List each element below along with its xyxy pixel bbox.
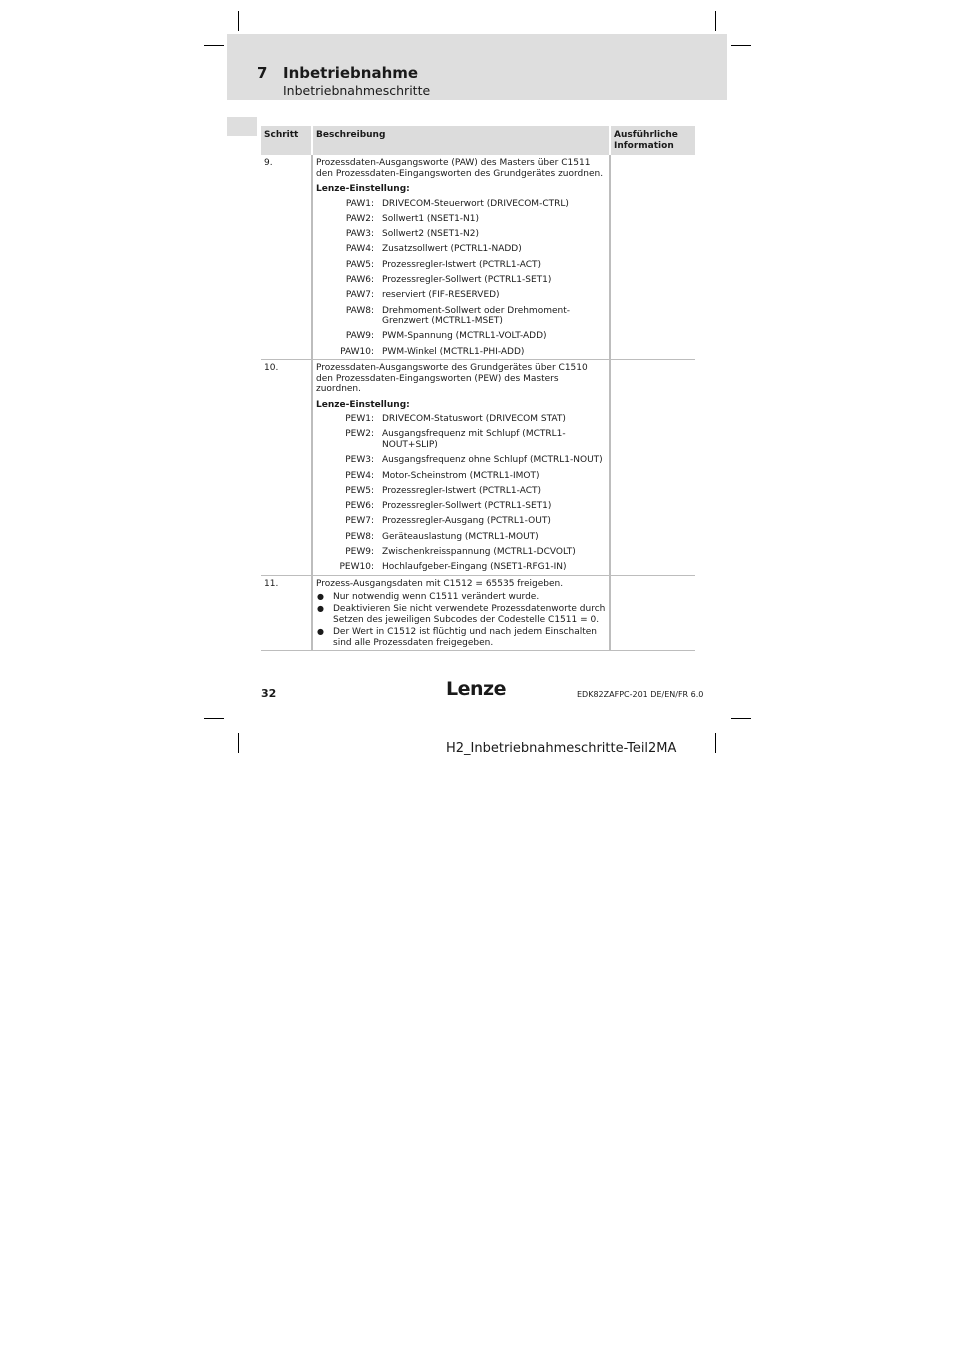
- assignment-value: Motor-Scheinstrom (MCTRL1-IMOT): [382, 470, 540, 481]
- column-header-description: Beschreibung: [312, 126, 610, 155]
- assignment-value: reserviert (FIF-RESERVED): [382, 290, 500, 301]
- table-header-row: [261, 126, 695, 155]
- assignment-code: PEW2:: [345, 429, 374, 440]
- assignment-row: [316, 199, 606, 210]
- assignment-row: [316, 455, 606, 466]
- page-number: 32: [261, 687, 277, 700]
- section-title: Inbetriebnahmeschritte: [283, 83, 431, 98]
- assignment-value: Prozessregler-Sollwert (PCTRL1-SET1): [382, 501, 552, 512]
- assignment-code: PEW9:: [345, 547, 374, 558]
- assignment-value: Zwischenkreisspannung (MCTRL1-DCVOLT): [382, 547, 576, 558]
- crop-mark: [731, 718, 751, 719]
- crop-mark: [731, 45, 751, 46]
- side-tab-marker: [227, 117, 257, 136]
- assignment-code: PEW4:: [345, 470, 374, 481]
- assignment-value: Prozessregler-Ausgang (PCTRL1-OUT): [382, 516, 551, 527]
- lenze-setting-label: Lenze-Einstellung:: [316, 399, 410, 410]
- assignment-row: [316, 429, 606, 450]
- step-number: 11.: [261, 575, 312, 651]
- step-intro: Prozessdaten-Ausgangsworte (PAW) des Masters über C1511 den Prozessdaten-Eingangsworten des Grundgerätes zuordnen.: [316, 158, 604, 179]
- assignment-value: Ausgangsfrequenz mit Schlupf (MCTRL1-NOUT+SLIP): [382, 429, 566, 450]
- assignment-row: [316, 486, 606, 497]
- steps-table: [261, 126, 695, 651]
- assignment-code: PEW7:: [345, 516, 374, 527]
- lenze-setting-label: Lenze-Einstellung:: [316, 184, 410, 194]
- assignment-row: [316, 244, 606, 255]
- assignment-code: PAW8:: [345, 305, 374, 316]
- bullet-dot-icon: ●: [317, 627, 324, 637]
- assignment-code: PAW6:: [345, 274, 374, 285]
- chapter-title: Inbetriebnahme: [283, 64, 419, 82]
- assignment-value: Prozessregler-Istwert (PCTRL1-ACT): [382, 259, 541, 270]
- chapter-number: 7: [257, 64, 268, 82]
- assignment-value: Sollwert2 (NSET1-N2): [382, 229, 480, 240]
- assignment-code: PEW8:: [345, 531, 374, 542]
- step-intro: Prozess-Ausgangsdaten mit C1512 = 65535 freigeben.: [316, 578, 564, 589]
- assignment-row: [316, 532, 606, 543]
- crop-mark: [715, 11, 716, 31]
- assignment-row: [316, 229, 606, 240]
- table-row: [261, 155, 695, 360]
- assignment-value: Sollwert1 (NSET1-N1): [382, 213, 480, 224]
- crop-mark: [715, 733, 716, 753]
- assignment-row: [316, 414, 606, 425]
- assignment-code: PAW2:: [345, 213, 374, 224]
- step-info: [610, 575, 695, 651]
- document-code: EDK82ZAFPC-201 DE/EN/FR 6.0: [577, 690, 704, 699]
- assignment-value: DRIVECOM-Steuerwort (DRIVECOM-CTRL): [382, 198, 569, 209]
- assignment-code: PAW4:: [345, 244, 374, 255]
- assignment-value: Zusatzsollwert (PCTRL1-NADD): [382, 244, 522, 255]
- assignment-code: PEW1:: [345, 414, 374, 425]
- assignment-code: PEW10:: [339, 562, 374, 573]
- assignment-row: [316, 275, 606, 286]
- step-info: [610, 360, 695, 576]
- step-number: 9.: [261, 155, 312, 360]
- assignment-code: PAW5:: [345, 259, 374, 270]
- crop-mark: [238, 11, 239, 31]
- assignment-row: [316, 516, 606, 527]
- assignment-row: [316, 260, 606, 271]
- assignment-code: PEW6:: [345, 501, 374, 512]
- step-intro: Prozessdaten-Ausgangsworte des Grundgerätes über C1510 den Prozessdaten-Eingangsworten (PEW) des Masters zuordnen.: [316, 363, 588, 395]
- page-label: H2_Inbetriebnahmeschritte-Teil2MA: [446, 741, 677, 756]
- assignment-value: DRIVECOM-Statuswort (DRIVECOM STAT): [382, 414, 566, 425]
- column-header-step: Schritt: [261, 126, 312, 155]
- bullet-item: [316, 627, 606, 648]
- assignment-row: [316, 214, 606, 225]
- assignment-value: PWM-Spannung (MCTRL1-VOLT-ADD): [382, 331, 547, 342]
- assignment-row: [316, 547, 606, 558]
- crop-mark: [204, 718, 224, 719]
- assignment-code: PEW5:: [345, 485, 374, 496]
- assignment-code: PAW3:: [345, 229, 374, 240]
- assignment-code: PAW1:: [345, 198, 374, 209]
- step-info: [610, 155, 695, 360]
- crop-mark: [204, 45, 224, 46]
- assignment-code: PAW7:: [345, 290, 374, 301]
- assignment-row: [316, 331, 606, 342]
- bullet-item: [316, 604, 606, 625]
- assignment-value: Drehmoment-Sollwert oder Drehmoment-Grenzwert (MCTRL1-MSET): [382, 305, 570, 327]
- step-description: [312, 575, 610, 651]
- column-header-info: Ausführliche Information: [610, 126, 695, 155]
- bullet-dot-icon: ●: [317, 591, 324, 601]
- assignment-code: PAW9:: [345, 331, 374, 342]
- table-row: [261, 575, 695, 651]
- assignment-row: [316, 471, 606, 482]
- assignment-row: [316, 562, 606, 573]
- crop-mark: [238, 733, 239, 753]
- assignment-row: [316, 347, 606, 358]
- assignment-value: Ausgangsfrequenz ohne Schlupf (MCTRL1-NOUT): [382, 455, 603, 466]
- assignment-row: [316, 290, 606, 301]
- assignment-value: Prozessregler-Istwert (PCTRL1-ACT): [382, 485, 541, 496]
- assignment-value: Prozessregler-Sollwert (PCTRL1-SET1): [382, 274, 552, 285]
- step-description: [312, 360, 610, 576]
- bullet-item: [316, 592, 606, 603]
- bullet-dot-icon: ●: [317, 604, 324, 614]
- assignment-value: Geräteauslastung (MCTRL1-MOUT): [382, 531, 539, 542]
- bullet-text: Deaktivieren Sie nicht verwendete Prozessdatenworte durch Setzen des jeweiligen Subcodes der Codestelle C1511 = 0.: [333, 604, 606, 625]
- assignment-value: Hochlaufgeber-Eingang (NSET1-RFG1-IN): [382, 562, 567, 573]
- step-description: [312, 155, 610, 360]
- assignment-code: PEW3:: [345, 455, 374, 466]
- table-row: [261, 360, 695, 576]
- lenze-logo: Lenze: [446, 678, 506, 700]
- assignment-code: PAW10:: [340, 346, 374, 357]
- bullet-text: Der Wert in C1512 ist flüchtig und nach jedem Einschalten sind alle Prozessdaten freigegeben.: [333, 627, 597, 648]
- step-number: 10.: [261, 360, 312, 576]
- bullet-text: Nur notwendig wenn C1511 verändert wurde.: [333, 591, 540, 602]
- assignment-row: [316, 501, 606, 512]
- assignment-value: PWM-Winkel (MCTRL1-PHI-ADD): [382, 346, 525, 357]
- assignment-row: [316, 306, 606, 327]
